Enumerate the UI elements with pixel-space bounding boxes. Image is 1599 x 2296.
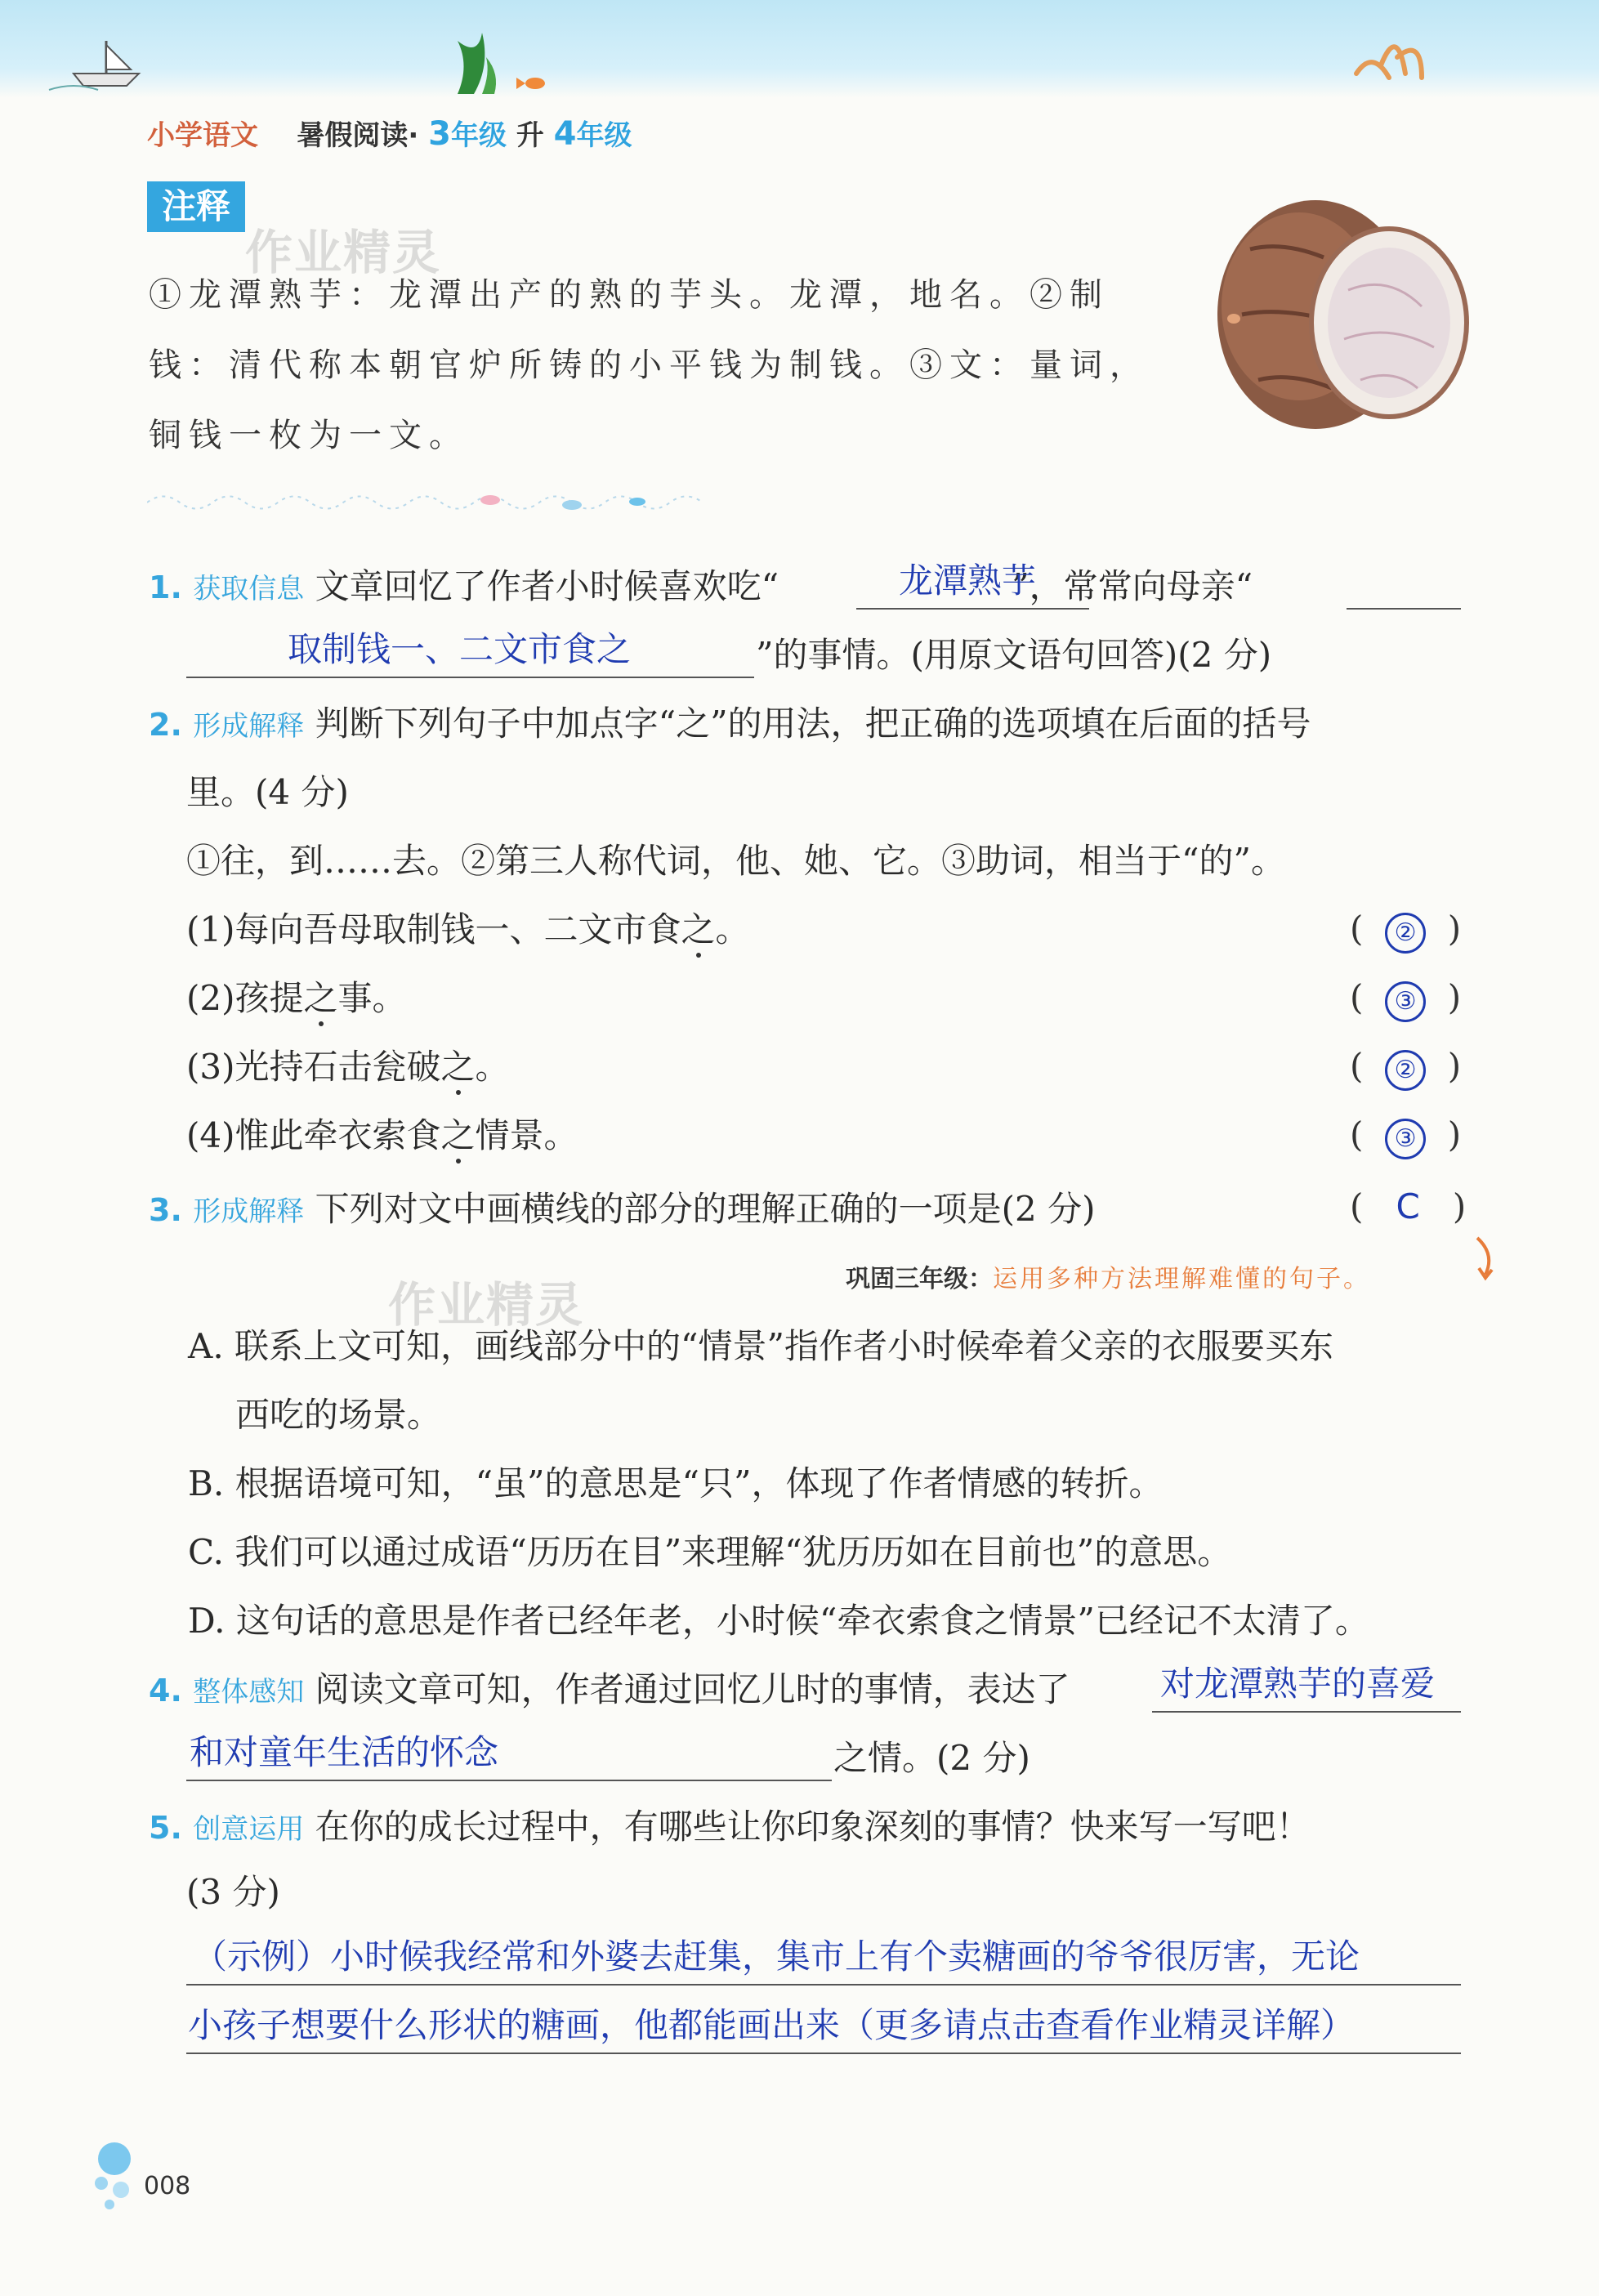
- q2-answer-2: ( ③ ): [1350, 977, 1461, 1022]
- header-subject: 小学语文: [147, 119, 258, 152]
- q2-item-1-dot: 之: [681, 909, 716, 949]
- arrow-icon: [1471, 1234, 1503, 1286]
- banner-decoration: [0, 0, 1599, 98]
- q3-option-a-cont: 西吃的场景。: [235, 1395, 442, 1435]
- q2-text: 判断下列句子中加点字“之”的用法，把正确的选项填在后面的括号: [315, 704, 1311, 744]
- q3-tip: [846, 1258, 1370, 1294]
- q4-blank-2: [186, 1780, 832, 1781]
- q3-tag: 形成解释: [193, 1195, 305, 1228]
- q2-item-1: [186, 907, 750, 953]
- q1-text-a: 文章回忆了作者小时候喜欢吃“: [315, 566, 779, 606]
- q1-answer-2: 取制钱一、二文市食之: [288, 629, 632, 669]
- q2-item-3-pre: (3)光持石击瓮破: [186, 1047, 441, 1087]
- q2-answer-1-value: ②: [1385, 913, 1426, 954]
- q2-item-1-pre: (1)每向吾母取制钱一、二文市食: [186, 909, 681, 949]
- header-dot: ·: [408, 119, 419, 152]
- q2-answer-2-value: ③: [1385, 981, 1426, 1022]
- divider: [147, 482, 801, 515]
- q4-answer-2: 和对童年生活的怀念: [190, 1732, 499, 1772]
- q3-tip-label: 巩固三年级：: [846, 1265, 993, 1293]
- q3-text: 下列对文中画横线的部分的理解正确的一项是(2 分): [315, 1189, 1096, 1229]
- q2-item-2-post: 事。: [337, 978, 407, 1018]
- q1-number: 1.: [149, 570, 182, 605]
- q4-answer-1: 对龙潭熟芋的喜爱: [1160, 1664, 1436, 1704]
- q5-score: (3 分): [186, 1872, 280, 1912]
- q2-item-2: [186, 976, 407, 1021]
- q2-answer-4: ( ③ ): [1350, 1114, 1461, 1159]
- q2-answer-3-value: ②: [1385, 1050, 1426, 1091]
- q1-text-c: ”的事情。(用原文语句回答)(2 分): [756, 635, 1272, 675]
- notes-tag: 注释: [147, 181, 245, 232]
- q3-answer-value: C: [1396, 1186, 1420, 1226]
- notes-text: ①龙潭熟芋：龙潭出产的熟的芋头。龙潭，地名。②制钱：清代称本朝官炉所铸的小平钱为制钱。③文：量词，铜钱一枚为一文。: [149, 276, 1150, 454]
- q2-options: ①往，到……去。②第三人称代词，他、她、它。③助词，相当于“的”。: [186, 841, 1285, 881]
- q1-tag: 获取信息: [193, 573, 305, 605]
- question-1: [149, 564, 1253, 612]
- question-2: [149, 701, 1311, 749]
- q5-answer-1: （示例）小时候我经常和外婆去赶集，集市上有个卖糖画的爷爷很厉害，无论: [193, 1936, 1360, 1977]
- q2-item-2-dot: 之: [303, 978, 338, 1018]
- q2-item-1-post: 。: [715, 909, 750, 949]
- q3-option-b: B. 根据语境可知，“虽”的意思是“只”，体现了作者情感的转折。: [188, 1463, 1164, 1503]
- q2-number: 2.: [149, 707, 182, 743]
- q3-option-a: A. 联系上文可知，画线部分中的“情景”指作者小时候牵着父亲的衣服要买东: [188, 1326, 1333, 1366]
- q2-answer-3: ( ② ): [1350, 1046, 1461, 1091]
- header: [147, 113, 632, 153]
- grade-unit-1: 年级: [450, 119, 507, 152]
- q2-answer-4-value: ③: [1385, 1119, 1426, 1159]
- q1-text-b: ”，常常向母亲“: [1012, 566, 1253, 606]
- q1-blank-1: [856, 608, 1089, 610]
- q5-tag: 创意运用: [193, 1813, 305, 1846]
- header-rise: 升: [516, 119, 544, 152]
- taro-image: [1201, 184, 1479, 453]
- q4-text: 阅读文章可知，作者通过回忆儿时的事情，表达了: [315, 1669, 1070, 1709]
- grade-to: 4: [553, 115, 577, 153]
- q2-item-4: [186, 1113, 578, 1159]
- top-banner: [0, 0, 1599, 98]
- q3-option-c: C. 我们可以通过成语“历历在目”来理解“犹历历如在目前也”的意思。: [188, 1532, 1232, 1572]
- q1-answer-1: 龙潭熟芋: [899, 561, 1037, 601]
- watermark-2: 作业精灵: [388, 1277, 585, 1333]
- q4-tag: 整体感知: [193, 1676, 305, 1709]
- q5-number: 5.: [149, 1810, 182, 1846]
- q2-item-3-post: 。: [475, 1047, 510, 1087]
- page-number: 008: [144, 2172, 191, 2200]
- q2-item-3-dot: 之: [440, 1047, 476, 1087]
- seaweed-icon: [458, 33, 496, 94]
- q5-line-2: [186, 2053, 1461, 2054]
- q3-option-d: D. 这句话的意思是作者已经年老，小时候“牵衣索食之情景”已经记不太清了。: [188, 1601, 1369, 1641]
- q2-text-2: 里。(4 分): [186, 772, 349, 812]
- question-4: [149, 1667, 1070, 1715]
- q3-answer: ( C ): [1350, 1186, 1467, 1226]
- q2-item-4-dot: 之: [440, 1115, 476, 1155]
- q2-tag: 形成解释: [193, 710, 305, 743]
- q4-blank-1: [1152, 1711, 1461, 1713]
- q4-text-end: 之情。(2 分): [833, 1738, 1030, 1778]
- watermark: 作业精灵: [245, 225, 442, 280]
- q1-blank-2a: [1347, 608, 1461, 610]
- q2-item-2-pre: (2)孩提: [186, 978, 304, 1018]
- q3-tip-text: 运用多种方法理解难懂的句子。: [993, 1265, 1370, 1293]
- question-5: [149, 1804, 1311, 1852]
- grade-from: 3: [428, 115, 451, 153]
- q4-number: 4.: [149, 1673, 182, 1709]
- q3-number: 3.: [149, 1192, 182, 1228]
- q5-line-1: [186, 1984, 1461, 1986]
- q2-answer-1: ( ② ): [1350, 909, 1461, 954]
- q1-blank-2b: [186, 677, 754, 678]
- q5-text: 在你的成长过程中，有哪些让你印象深刻的事情？快来写一写吧！: [315, 1807, 1311, 1847]
- fish-icon: [516, 78, 1107, 98]
- grade-unit-2: 年级: [576, 119, 632, 152]
- q5-answer-2: 小孩子想要什么形状的糖画，他都能画出来（更多请点击查看作业精灵详解）: [188, 2005, 1356, 2045]
- q2-item-3: [186, 1044, 510, 1090]
- header-book: 暑假阅读: [297, 119, 409, 152]
- q2-item-4-post: 情景。: [475, 1115, 578, 1155]
- question-3: [149, 1186, 1095, 1235]
- bubbles-icon: [88, 2141, 145, 2218]
- boat-icon: [49, 41, 139, 90]
- q2-item-4-pre: (4)惟此牵衣索食: [186, 1115, 441, 1155]
- coral-icon: [1356, 47, 1422, 78]
